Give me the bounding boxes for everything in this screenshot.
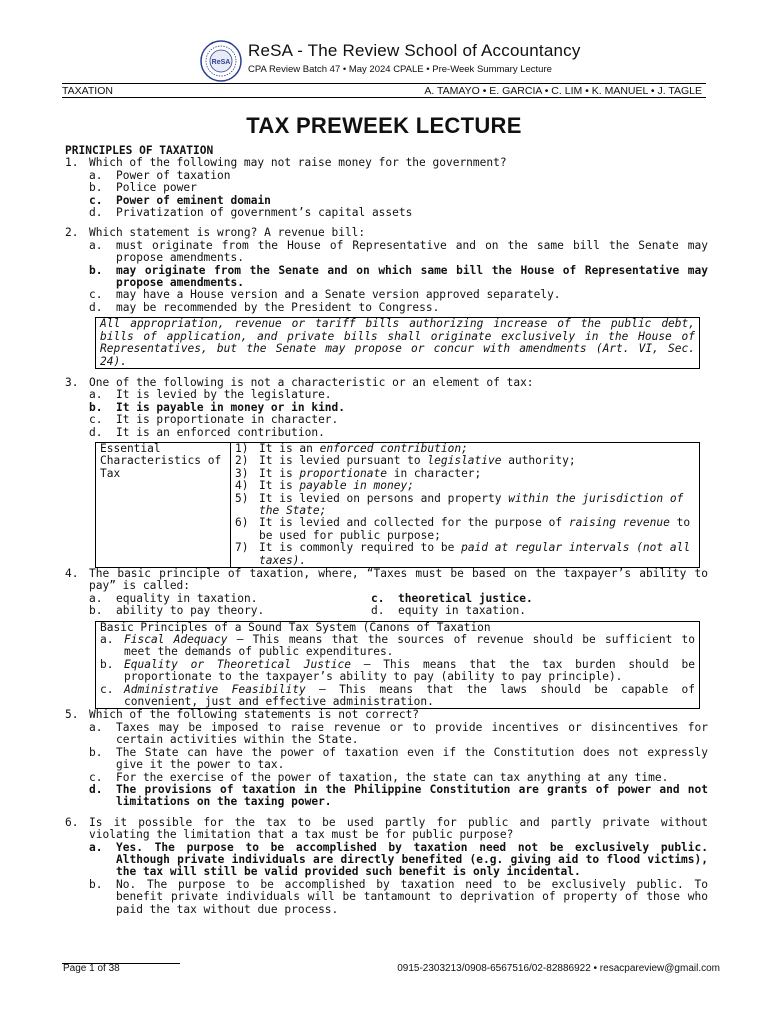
option: a. Taxes may be imposed to raise revenue or to provide incentives or disincentives for certain activities within the State. [89, 720, 708, 747]
header-rule-top [62, 83, 706, 84]
characteristics-label: Essential Characteristics of Tax [96, 443, 231, 567]
question-3 [65, 377, 708, 439]
option: c. It is proportionate in character. [89, 413, 339, 427]
canons-of-taxation-box [95, 621, 700, 710]
question-text: Which of the following may not raise money for the government? [89, 156, 507, 170]
lecturers-list: A. TAMAYO • E. GARCIA • C. LIM • K. MANUEL • J. TAGLE [424, 85, 702, 97]
question-text: Is it possible for the tax to be used partly for public and partly private without violating the limitation that a tax must be for public purpose? [89, 815, 708, 842]
question-1 [65, 157, 708, 219]
option: a. must originate from the House of Representative and on the same bill the Senate may propose amendments. [89, 238, 708, 265]
option: d. may be recommended by the President to Congress. [89, 300, 440, 314]
school-name: ReSA - The Review School of Accountancy [248, 41, 581, 60]
question-number: 1. [65, 156, 79, 170]
option: b. The State can have the power of taxation even if the Constitution does not expressly give it the power to tax. [89, 745, 708, 772]
page-title: TAX PREWEEK LECTURE [246, 113, 522, 138]
option: d. equity in taxation. [371, 604, 526, 618]
option: c. may have a House version and a Senate version approved separately. [89, 288, 561, 302]
subject-label: TAXATION [62, 85, 113, 97]
characteristics-table [95, 442, 700, 568]
option-answer: b. may originate from the Senate and on which same bill the House of Representative may propose amendments. [89, 263, 708, 290]
section-heading: PRINCIPLES OF TAXATION [65, 144, 214, 157]
option: b. ability to pay theory. [89, 604, 265, 618]
canon-item: c. Administrative Feasibility – This means that the laws should be capable of convenient, just and effective administration. [100, 682, 695, 709]
characteristics-list [231, 443, 699, 567]
option-row [65, 605, 708, 617]
question-number: 3. [65, 375, 79, 389]
question-text: Which statement is wrong? A revenue bill: [89, 226, 366, 240]
header-rule-bottom [62, 97, 706, 98]
option-answer: b. It is payable in money or in kind. [89, 400, 346, 414]
constitution-note-box: All appropriation, revenue or tariff bills authorizing increase of the public debt, bills of application, and private bills shall originate exclusively in the House of Representatives, but the Senate may propose or concur with amendments (Art. VI, Sec. 24). [95, 317, 700, 369]
question-4 [65, 568, 708, 618]
lecture-content [65, 145, 708, 916]
option-answer: d. The provisions of taxation in the Philippine Constitution are grants of power and not limitations on the taxing power. [89, 782, 708, 809]
characteristic-item: 4) It is payable in money; [235, 479, 414, 493]
option: b. No. The purpose to be accomplished by taxation need to be exclusively public. To benefit private individuals will be tantamount to deprivation of property of those who paid the tax without due process. [89, 877, 708, 916]
resa-logo-seal [200, 40, 242, 82]
svg-text:ReSA: ReSA [211, 59, 231, 66]
question-text: The basic principle of taxation, where, “Taxes must be based on the taxpayer’s ability to pay” is called: [89, 567, 708, 593]
option: b. Police power [89, 181, 197, 195]
canon-item: a. Fiscal Adequacy – This means that the sources of revenue should be sufficient to meet the demands of public expenditures. [100, 633, 695, 659]
canon-item: b. Equality or Theoretical Justice – This means that the tax burden should be proportionate to the taxpayer’s ability to pay (ability to pay principle). [100, 657, 695, 684]
question-5 [65, 709, 708, 808]
option: d. Privatization of government’s capital assets [89, 206, 413, 220]
option: a. Power of taxation [89, 168, 231, 182]
option: a. equality in taxation. [89, 591, 258, 605]
question-number: 4. [65, 567, 79, 580]
option: a. It is levied by the legislature. [89, 388, 332, 402]
option-answer: a. Yes. The purpose to be accomplished by taxation need not be exclusively public. Although private individuals are directly benefited (e.g. giving aid to flood victims), the tax will still be valid provided such benefit is only incidental. [89, 840, 708, 879]
question-6 [65, 817, 708, 916]
contact-info: 0915-2303213/0908-6567516/02-82886922 • resacpareview@gmail.com [397, 963, 720, 974]
characteristic-item: 3) It is proportionate in character; [235, 466, 482, 480]
question-text: Which of the following statements is not correct? [89, 708, 420, 722]
characteristic-item: 5) It is levied on persons and property within the jurisdiction of the State; [235, 491, 684, 517]
option: d. It is an enforced contribution. [89, 425, 325, 439]
characteristic-item: 6) It is levied and collected for the purpose of raising revenue to be used for public purpose; [235, 516, 691, 542]
option-answer: c. theoretical justice. [371, 591, 533, 605]
canons-box-title: Basic Principles of a Sound Tax System (Canons of Taxation [100, 620, 491, 634]
characteristic-item: 7) It is commonly required to be paid at regular intervals (not all taxes). [235, 541, 691, 567]
question-number: 5. [65, 708, 79, 722]
characteristic-item: 2) It is levied pursuant to legislative authority; [235, 454, 576, 468]
question-number: 2. [65, 226, 79, 240]
option: c. For the exercise of the power of taxation, the state can tax anything at any time. [89, 770, 669, 784]
question-2 [65, 227, 708, 314]
review-batch-subheading: CPA Review Batch 47 • May 2024 CPALE • Pre-Week Summary Lecture [248, 64, 552, 75]
option-answer: c. Power of eminent domain [89, 193, 271, 207]
characteristic-item: 1) It is an enforced contribution; [235, 441, 468, 455]
question-number: 6. [65, 815, 79, 829]
page-number: Page 1 of 38 [63, 963, 120, 974]
question-text: One of the following is not a characteristic or an element of tax: [89, 375, 534, 389]
